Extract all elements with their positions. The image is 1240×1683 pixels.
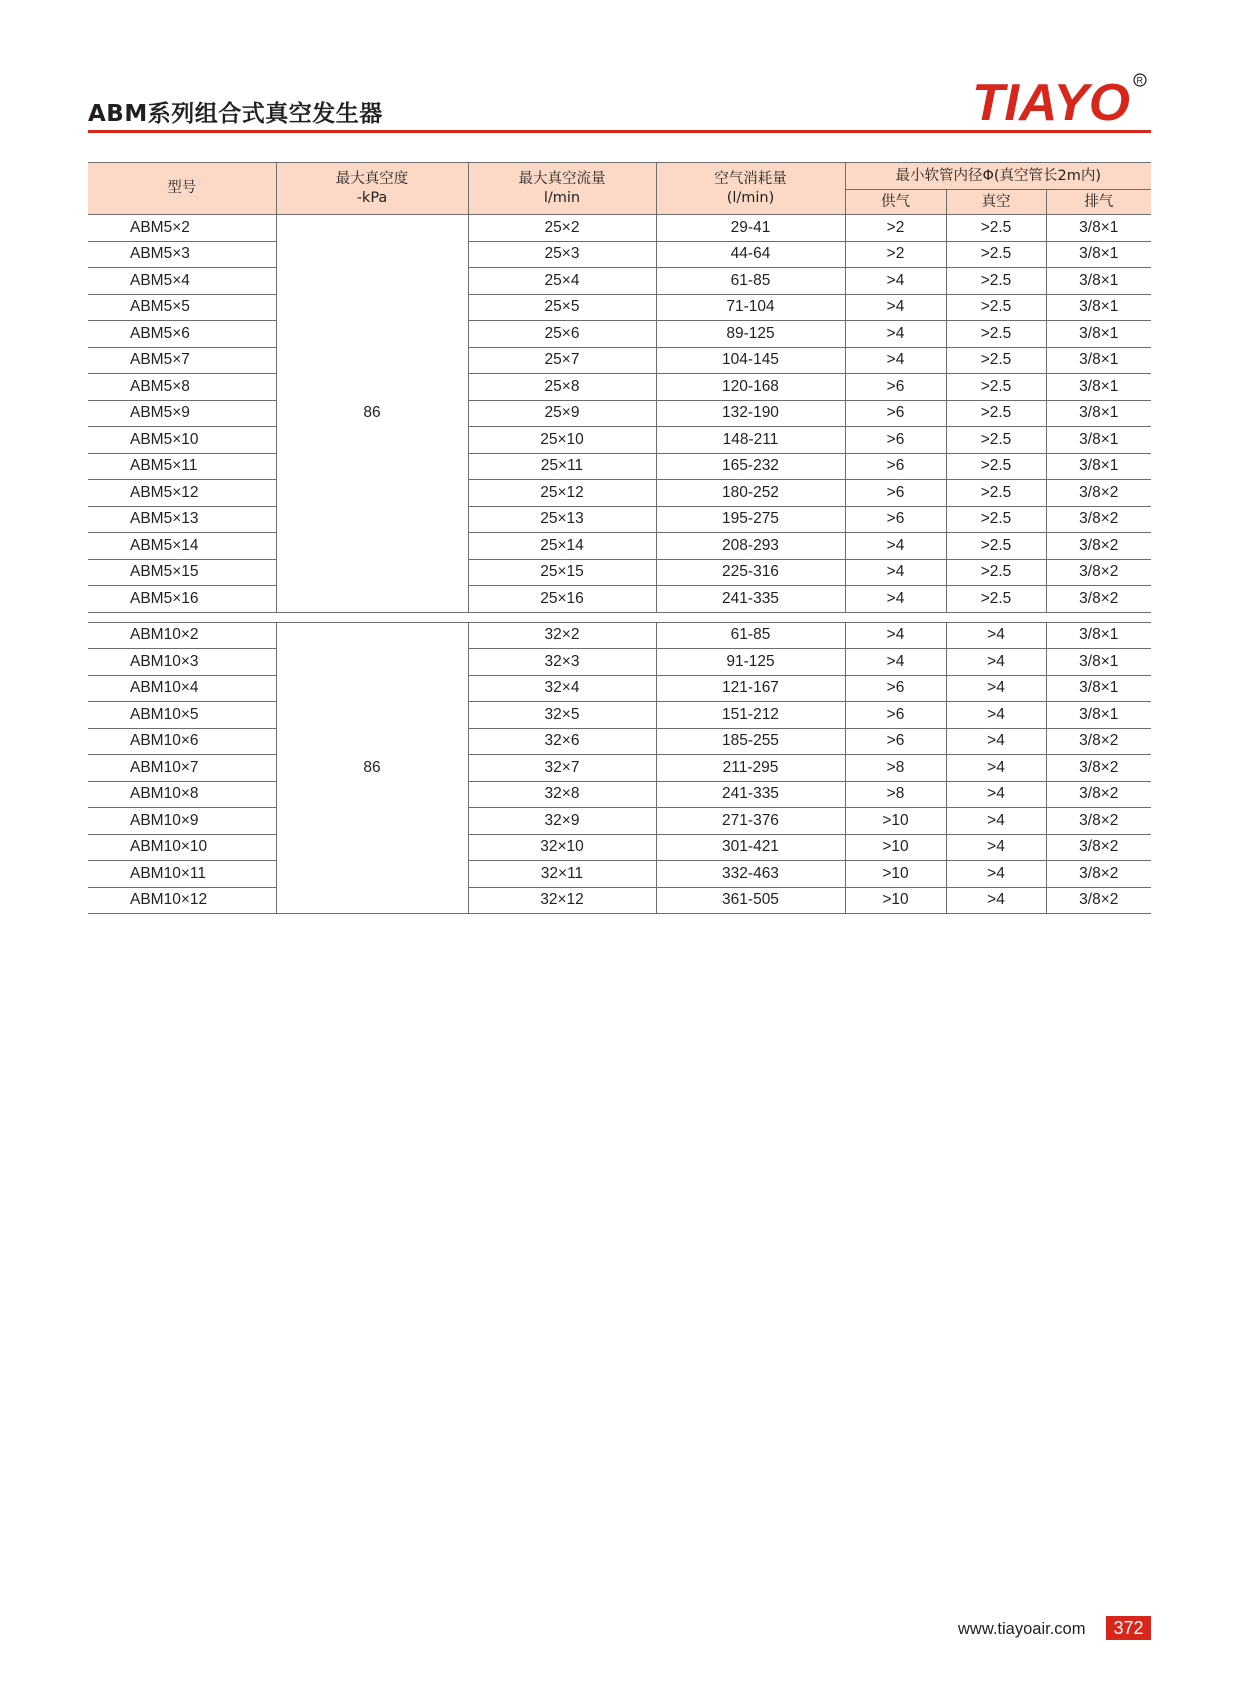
logo-text: TIAYO <box>972 74 1130 130</box>
table-row <box>88 215 1151 242</box>
cell-vacuum: >2.5 <box>946 586 1046 613</box>
cell-max-flow: 32×11 <box>468 861 656 888</box>
cell-vacuum: >2.5 <box>946 506 1046 533</box>
cell-max-flow: 32×5 <box>468 702 656 729</box>
header-hose-group: 最小软管内径Φ(真空管长2m内) <box>845 163 1151 190</box>
cell-vacuum: >4 <box>946 675 1046 702</box>
header-max-flow <box>468 163 656 215</box>
cell-max-flow: 25×8 <box>468 374 656 401</box>
table-row <box>88 755 1151 782</box>
cell-exhaust: 3/8×2 <box>1046 808 1151 835</box>
cell-vacuum: >2.5 <box>946 347 1046 374</box>
cell-supply: >4 <box>845 559 946 586</box>
cell-air-consumption: 332-463 <box>656 861 845 888</box>
cell-supply: >2 <box>845 215 946 242</box>
cell-supply: >4 <box>845 533 946 560</box>
cell-air-consumption: 241-335 <box>656 781 845 808</box>
cell-max-flow: 32×8 <box>468 781 656 808</box>
cell-air-consumption: 132-190 <box>656 400 845 427</box>
cell-air-consumption: 44-64 <box>656 241 845 268</box>
cell-model: ABM5×14 <box>88 533 276 560</box>
cell-exhaust: 3/8×1 <box>1046 453 1151 480</box>
table-row <box>88 559 1151 586</box>
cell-exhaust: 3/8×2 <box>1046 755 1151 782</box>
cell-supply: >4 <box>845 586 946 613</box>
cell-exhaust: 3/8×2 <box>1046 781 1151 808</box>
cell-max-flow: 25×4 <box>468 268 656 295</box>
table-row <box>88 241 1151 268</box>
table-row <box>88 533 1151 560</box>
cell-vacuum: >4 <box>946 755 1046 782</box>
cell-air-consumption: 195-275 <box>656 506 845 533</box>
spec-table-body <box>88 215 1151 914</box>
table-row <box>88 622 1151 649</box>
header-air-consumption-label: 空气消耗量 <box>714 170 787 187</box>
header-max-vacuum-label: 最大真空度 <box>335 170 409 187</box>
footer-url: www.tiayoair.com <box>958 1620 1086 1638</box>
cell-supply: >6 <box>845 506 946 533</box>
cell-exhaust: 3/8×1 <box>1046 702 1151 729</box>
cell-max-flow: 32×10 <box>468 834 656 861</box>
cell-air-consumption: 61-85 <box>656 268 845 295</box>
cell-model: ABM10×11 <box>88 861 276 888</box>
cell-exhaust: 3/8×1 <box>1046 427 1151 454</box>
cell-air-consumption: 71-104 <box>656 294 845 321</box>
cell-model: ABM5×2 <box>88 215 276 242</box>
cell-supply: >6 <box>845 453 946 480</box>
cell-model: ABM10×7 <box>88 755 276 782</box>
cell-vacuum: >2.5 <box>946 215 1046 242</box>
table-row <box>88 861 1151 888</box>
table-row <box>88 506 1151 533</box>
cell-air-consumption: 361-505 <box>656 887 845 914</box>
cell-exhaust: 3/8×1 <box>1046 241 1151 268</box>
cell-air-consumption: 180-252 <box>656 480 845 507</box>
cell-air-consumption: 121-167 <box>656 675 845 702</box>
cell-air-consumption: 271-376 <box>656 808 845 835</box>
cell-supply: >8 <box>845 781 946 808</box>
cell-exhaust: 3/8×1 <box>1046 622 1151 649</box>
cell-model: ABM5×7 <box>88 347 276 374</box>
cell-exhaust: 3/8×2 <box>1046 506 1151 533</box>
cell-supply: >4 <box>845 622 946 649</box>
table-row <box>88 728 1151 755</box>
cell-air-consumption: 29-41 <box>656 215 845 242</box>
cell-supply: >6 <box>845 702 946 729</box>
cell-vacuum: >4 <box>946 728 1046 755</box>
cell-air-consumption: 89-125 <box>656 321 845 348</box>
table-row <box>88 427 1151 454</box>
cell-max-flow: 25×14 <box>468 533 656 560</box>
cell-max-vacuum: 86 <box>276 215 468 613</box>
header-exhaust: 排气 <box>1046 190 1151 215</box>
cell-vacuum: >4 <box>946 861 1046 888</box>
cell-model: ABM5×16 <box>88 586 276 613</box>
group-separator <box>88 612 1151 622</box>
cell-supply: >6 <box>845 400 946 427</box>
cell-max-flow: 25×3 <box>468 241 656 268</box>
cell-max-flow: 32×7 <box>468 755 656 782</box>
cell-vacuum: >2.5 <box>946 400 1046 427</box>
cell-supply: >4 <box>845 347 946 374</box>
cell-air-consumption: 208-293 <box>656 533 845 560</box>
table-row <box>88 321 1151 348</box>
cell-supply: >4 <box>845 294 946 321</box>
cell-exhaust: 3/8×1 <box>1046 347 1151 374</box>
cell-model: ABM10×6 <box>88 728 276 755</box>
cell-vacuum: >4 <box>946 781 1046 808</box>
cell-model: ABM10×2 <box>88 622 276 649</box>
cell-max-flow: 25×12 <box>468 480 656 507</box>
cell-exhaust: 3/8×1 <box>1046 321 1151 348</box>
cell-supply: >10 <box>845 887 946 914</box>
cell-supply: >6 <box>845 374 946 401</box>
table-row <box>88 834 1151 861</box>
cell-vacuum: >2.5 <box>946 321 1046 348</box>
cell-exhaust: 3/8×2 <box>1046 586 1151 613</box>
cell-max-flow: 32×9 <box>468 808 656 835</box>
cell-air-consumption: 185-255 <box>656 728 845 755</box>
cell-max-flow: 25×15 <box>468 559 656 586</box>
cell-max-flow: 32×4 <box>468 675 656 702</box>
cell-vacuum: >2.5 <box>946 294 1046 321</box>
header-max-flow-label: 最大真空流量 <box>518 170 606 187</box>
table-row <box>88 268 1151 295</box>
cell-model: ABM10×8 <box>88 781 276 808</box>
cell-exhaust: 3/8×1 <box>1046 400 1151 427</box>
cell-supply: >2 <box>845 241 946 268</box>
table-row <box>88 887 1151 914</box>
cell-exhaust: 3/8×2 <box>1046 559 1151 586</box>
cell-supply: >6 <box>845 480 946 507</box>
cell-air-consumption: 151-212 <box>656 702 845 729</box>
cell-model: ABM10×10 <box>88 834 276 861</box>
table-row <box>88 480 1151 507</box>
cell-exhaust: 3/8×1 <box>1046 675 1151 702</box>
cell-supply: >6 <box>845 675 946 702</box>
page-number: 372 <box>1106 1616 1151 1640</box>
cell-exhaust: 3/8×1 <box>1046 294 1151 321</box>
cell-max-flow: 32×3 <box>468 649 656 676</box>
table-row <box>88 702 1151 729</box>
cell-air-consumption: 104-145 <box>656 347 845 374</box>
cell-model: ABM10×5 <box>88 702 276 729</box>
cell-air-consumption: 165-232 <box>656 453 845 480</box>
spec-table <box>88 162 1151 914</box>
cell-model: ABM10×12 <box>88 887 276 914</box>
cell-model: ABM10×9 <box>88 808 276 835</box>
cell-max-flow: 25×5 <box>468 294 656 321</box>
cell-exhaust: 3/8×1 <box>1046 649 1151 676</box>
cell-exhaust: 3/8×2 <box>1046 861 1151 888</box>
cell-exhaust: 3/8×1 <box>1046 268 1151 295</box>
cell-vacuum: >2.5 <box>946 268 1046 295</box>
cell-supply: >10 <box>845 834 946 861</box>
cell-vacuum: >4 <box>946 887 1046 914</box>
cell-model: ABM5×3 <box>88 241 276 268</box>
table-row <box>88 400 1151 427</box>
cell-max-flow: 25×7 <box>468 347 656 374</box>
cell-model: ABM10×4 <box>88 675 276 702</box>
cell-max-flow: 32×2 <box>468 622 656 649</box>
cell-air-consumption: 225-316 <box>656 559 845 586</box>
cell-max-flow: 25×11 <box>468 453 656 480</box>
cell-vacuum: >4 <box>946 649 1046 676</box>
cell-supply: >6 <box>845 427 946 454</box>
table-row <box>88 808 1151 835</box>
cell-vacuum: >2.5 <box>946 427 1046 454</box>
cell-model: ABM5×4 <box>88 268 276 295</box>
table-row <box>88 294 1151 321</box>
table-row <box>88 781 1151 808</box>
cell-vacuum: >4 <box>946 808 1046 835</box>
cell-model: ABM5×8 <box>88 374 276 401</box>
cell-vacuum: >2.5 <box>946 480 1046 507</box>
cell-exhaust: 3/8×2 <box>1046 887 1151 914</box>
table-row <box>88 675 1151 702</box>
header-max-vacuum-unit: -kPa <box>356 189 388 206</box>
header-air-consumption-unit: (l/min) <box>726 189 775 206</box>
table-row <box>88 649 1151 676</box>
cell-exhaust: 3/8×2 <box>1046 834 1151 861</box>
cell-vacuum: >4 <box>946 622 1046 649</box>
tiayo-logo <box>972 72 1150 130</box>
cell-model: ABM5×5 <box>88 294 276 321</box>
cell-max-flow: 25×9 <box>468 400 656 427</box>
cell-exhaust: 3/8×2 <box>1046 728 1151 755</box>
cell-vacuum: >2.5 <box>946 241 1046 268</box>
cell-air-consumption: 241-335 <box>656 586 845 613</box>
cell-max-flow: 25×10 <box>468 427 656 454</box>
cell-supply: >10 <box>845 861 946 888</box>
cell-model: ABM5×6 <box>88 321 276 348</box>
cell-air-consumption: 148-211 <box>656 427 845 454</box>
cell-supply: >10 <box>845 808 946 835</box>
cell-air-consumption: 211-295 <box>656 755 845 782</box>
cell-model: ABM5×9 <box>88 400 276 427</box>
cell-max-flow: 25×16 <box>468 586 656 613</box>
header-model: 型号 <box>88 163 276 215</box>
cell-air-consumption: 301-421 <box>656 834 845 861</box>
cell-vacuum: >2.5 <box>946 453 1046 480</box>
cell-vacuum: >4 <box>946 834 1046 861</box>
cell-exhaust: 3/8×1 <box>1046 215 1151 242</box>
cell-model: ABM5×11 <box>88 453 276 480</box>
table-row <box>88 347 1151 374</box>
cell-model: ABM5×10 <box>88 427 276 454</box>
cell-vacuum: >2.5 <box>946 374 1046 401</box>
header-supply: 供气 <box>845 190 946 215</box>
header-rule <box>88 130 1151 133</box>
cell-exhaust: 3/8×1 <box>1046 374 1151 401</box>
cell-max-flow: 25×2 <box>468 215 656 242</box>
table-row <box>88 453 1151 480</box>
cell-supply: >6 <box>845 728 946 755</box>
cell-max-flow: 25×13 <box>468 506 656 533</box>
cell-vacuum: >2.5 <box>946 559 1046 586</box>
cell-max-flow: 32×12 <box>468 887 656 914</box>
cell-vacuum: >4 <box>946 702 1046 729</box>
cell-max-flow: 25×6 <box>468 321 656 348</box>
cell-model: ABM10×3 <box>88 649 276 676</box>
cell-supply: >4 <box>845 649 946 676</box>
cell-max-flow: 32×6 <box>468 728 656 755</box>
page-title: ABM系列组合式真空发生器 <box>88 101 383 127</box>
cell-exhaust: 3/8×2 <box>1046 533 1151 560</box>
header-vacuum: 真空 <box>946 190 1046 215</box>
header-air-consumption <box>656 163 845 215</box>
table-row <box>88 374 1151 401</box>
cell-supply: >8 <box>845 755 946 782</box>
cell-exhaust: 3/8×2 <box>1046 480 1151 507</box>
cell-vacuum: >2.5 <box>946 533 1046 560</box>
cell-model: ABM5×15 <box>88 559 276 586</box>
header-max-vacuum <box>276 163 468 215</box>
cell-supply: >4 <box>845 321 946 348</box>
cell-air-consumption: 120-168 <box>656 374 845 401</box>
header-max-flow-unit: l/min <box>543 189 581 206</box>
svg-text:R: R <box>1136 75 1143 86</box>
cell-air-consumption: 61-85 <box>656 622 845 649</box>
table-row <box>88 586 1151 613</box>
cell-air-consumption: 91-125 <box>656 649 845 676</box>
cell-model: ABM5×12 <box>88 480 276 507</box>
cell-model: ABM5×13 <box>88 506 276 533</box>
cell-max-vacuum: 86 <box>276 622 468 914</box>
cell-supply: >4 <box>845 268 946 295</box>
